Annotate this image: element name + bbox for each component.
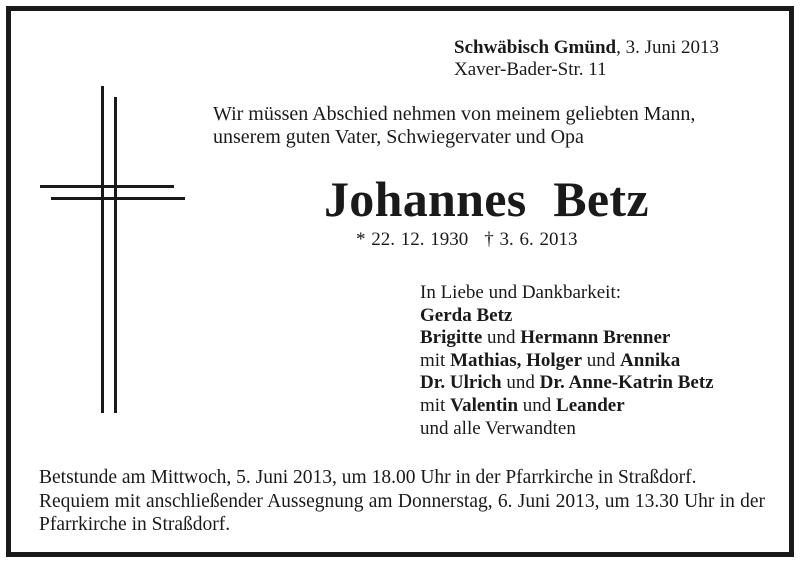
requiem-text: Requiem mit anschließender Aussegnung am Donnerstag, 6. Juni 2013, um 13.30 Uhr in der Pfarrkirche in Straßdorf. [39,490,765,535]
life-dates [356,229,578,251]
prayer-hour-text: Betstunde am Mittwoch, 5. Juni 2013, um 18.00 Uhr in der Pfarrkirche in Straßdorf. [39,467,697,488]
place-date [454,37,719,59]
address: Xaver-Bader-Str. 11 [454,59,607,80]
cross-horizontal-bar-1 [40,185,174,188]
cross-horizontal-bar-2 [51,197,185,200]
intro-line-2: unserem guten Vater, Schwiegervater und Opa [213,126,584,148]
death-date: † 3. 6. 2013 [484,229,578,250]
intro-line-1: Wir müssen Abschied nehmen von meinem geliebten Mann, [213,103,696,125]
obituary-frame [6,6,794,557]
intro-text [213,103,695,149]
mourner-line-2: Brigitte und Hermann Brenner [420,327,671,349]
notice-date: , 3. Juni 2013 [616,37,720,58]
place-name: Schwäbisch Gmünd [454,37,617,58]
deceased-name: Johannes Betz [324,171,649,227]
mourners-heading: In Liebe und Dankbarkeit: [420,282,622,303]
service-notice [39,466,765,537]
mourner-line-5: mit Valentin und Leander [420,394,625,416]
cross-vertical-bar-1 [101,86,104,413]
mourner-line-3: mit Mathias, Holger und Annika [420,349,681,371]
mourner-line-4: Dr. Ulrich und Dr. Anne-Katrin Betz [420,372,714,394]
mourner-line-6: und alle Verwandten [420,417,576,439]
cross-vertical-bar-2 [114,97,117,413]
mourner-line-1: Gerda Betz [420,304,513,326]
birth-date: * 22. 12. 1930 [356,229,469,250]
mourners-list [420,282,714,440]
